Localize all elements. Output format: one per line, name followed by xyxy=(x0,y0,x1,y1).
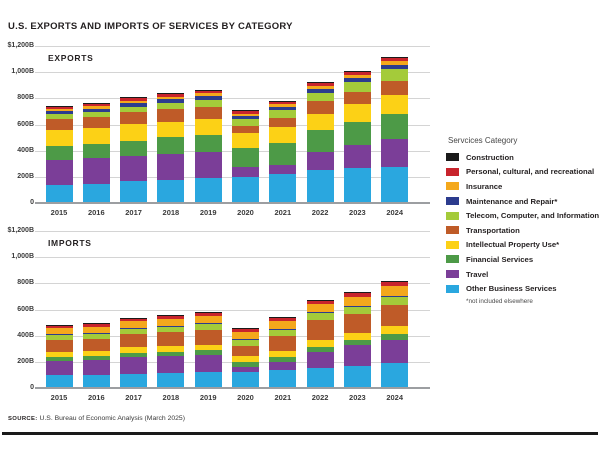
bar-segment xyxy=(120,97,147,100)
bar-segment xyxy=(344,345,371,366)
bar-segment xyxy=(307,93,334,102)
source-note xyxy=(8,415,185,422)
bar-segment xyxy=(307,114,334,131)
bar-segment xyxy=(232,119,259,126)
bar-segment xyxy=(157,316,184,319)
bar-segment xyxy=(307,300,334,304)
bar-segment xyxy=(83,333,110,334)
bar-segment xyxy=(120,124,147,141)
bar-segment xyxy=(120,156,147,182)
bar-segment xyxy=(195,312,222,315)
bar-segment xyxy=(344,92,371,104)
x-axis-year-label: 2017 xyxy=(125,393,142,402)
bar-segment xyxy=(46,357,73,361)
bar-segment xyxy=(269,351,296,357)
x-axis-year-label: 2015 xyxy=(50,208,68,217)
bar-segment xyxy=(344,340,371,346)
gridline xyxy=(35,231,430,232)
bar-segment xyxy=(269,357,296,362)
legend-item xyxy=(446,179,600,194)
x-axis-year-label: 2015 xyxy=(50,393,68,402)
y-axis-tick-label: 0 xyxy=(30,384,34,391)
bar-segment xyxy=(120,334,147,347)
bar-segment xyxy=(46,185,73,203)
bar-segment xyxy=(120,103,147,107)
bar-segment xyxy=(195,100,222,107)
y-axis-tick-label: 200B xyxy=(17,172,34,180)
gridline xyxy=(35,257,430,258)
bar-segment xyxy=(307,340,334,347)
bar-segment xyxy=(269,370,296,388)
bar-segment xyxy=(195,330,222,345)
legend-items xyxy=(446,150,600,296)
bar-segment xyxy=(195,96,222,100)
y-axis-tick-label: 600B xyxy=(17,120,34,128)
bar-segment xyxy=(157,346,184,351)
legend-item xyxy=(446,252,600,267)
bar-segment xyxy=(232,110,259,113)
bar-segment xyxy=(120,321,147,328)
bar-segment xyxy=(232,177,259,203)
bar-segment xyxy=(307,368,334,388)
x-axis-year-label: 2018 xyxy=(162,208,180,217)
bar-segment xyxy=(120,107,147,112)
bar-segment xyxy=(120,101,147,103)
y-axis-tick-label: 800B xyxy=(17,279,34,287)
bar-segment xyxy=(157,122,184,138)
bar-segment xyxy=(195,93,222,96)
y-axis-tick-label: 1,000B xyxy=(11,68,34,76)
bar-segment xyxy=(157,326,184,327)
bar-segment xyxy=(120,347,147,352)
x-axis-year-label: 2023 xyxy=(349,393,366,402)
bar-segment xyxy=(307,130,334,152)
bar-segment xyxy=(83,103,110,106)
bar-segment xyxy=(232,332,259,340)
y-axis-tick-label: 400B xyxy=(17,146,34,154)
y-axis-tick-label: $1,200B xyxy=(7,42,34,49)
legend-label: Personal, cultural, and recreational xyxy=(466,167,595,177)
legend-item xyxy=(446,165,600,180)
bar-segment xyxy=(344,145,371,169)
bar-segment xyxy=(232,356,259,362)
legend-item xyxy=(446,267,600,282)
bar-segment xyxy=(344,297,371,306)
bar-segment xyxy=(232,133,259,148)
bar-segment xyxy=(195,152,222,178)
bar-segment xyxy=(195,107,222,120)
bar-segment xyxy=(46,160,73,185)
bar-segment xyxy=(120,181,147,203)
bar-segment xyxy=(344,333,371,340)
legend-swatch-icon xyxy=(446,182,459,190)
bar-segment xyxy=(46,130,73,146)
imports-chart xyxy=(7,227,430,402)
bar-segment xyxy=(307,304,334,313)
bar-segment xyxy=(344,75,371,78)
bar-segment xyxy=(232,339,259,340)
bar-segment xyxy=(344,72,371,76)
bar-segment xyxy=(120,112,147,124)
bar-segment xyxy=(232,340,259,346)
bar-segment xyxy=(344,78,371,82)
bar-segment xyxy=(269,174,296,203)
bar-segment xyxy=(83,109,110,112)
bar-segment xyxy=(232,126,259,133)
y-axis-tick-label: 400B xyxy=(17,331,34,339)
bar-segment xyxy=(381,58,408,62)
bar-segment xyxy=(195,372,222,388)
x-axis-year-label: 2016 xyxy=(87,208,105,217)
bar-segment xyxy=(157,103,184,109)
bar-segment xyxy=(157,94,184,97)
x-axis-year-label: 2020 xyxy=(237,208,254,217)
bar-segment xyxy=(307,170,334,203)
bar-segment xyxy=(195,135,222,153)
bar-segment xyxy=(83,327,110,333)
bar-segment xyxy=(46,325,73,328)
bar-segment xyxy=(269,110,296,118)
legend-label: Construction xyxy=(466,152,514,162)
bar-segment xyxy=(83,334,110,339)
legend-label: Financial Services xyxy=(466,254,534,264)
bar-segment xyxy=(307,83,334,87)
legend-swatch-icon xyxy=(446,285,459,293)
bar-segment xyxy=(46,146,73,159)
bar-segment xyxy=(232,362,259,367)
bar-segment xyxy=(344,306,371,307)
legend-item xyxy=(446,150,600,165)
x-axis-year-label: 2022 xyxy=(311,393,329,402)
bar-segment xyxy=(195,119,222,134)
bar-segment xyxy=(157,180,184,203)
legend-swatch-icon xyxy=(446,168,459,176)
bar-segment xyxy=(46,352,73,357)
bar-segment xyxy=(83,184,110,203)
bar-segment xyxy=(157,99,184,103)
bar-segment xyxy=(46,111,73,114)
bar-segment xyxy=(232,372,259,388)
bar-segment xyxy=(157,97,184,99)
bar-segment xyxy=(381,363,408,388)
bar-segment xyxy=(307,101,334,113)
bar-segment xyxy=(381,167,408,203)
bar-segment xyxy=(307,352,334,367)
bar-segment xyxy=(381,139,408,167)
bar-segment xyxy=(269,321,296,329)
bar-segment xyxy=(232,329,259,332)
bar-segment xyxy=(83,128,110,144)
x-axis-year-label: 2021 xyxy=(274,393,292,402)
x-axis-year-label: 2023 xyxy=(349,208,366,217)
legend-swatch-icon xyxy=(446,255,459,263)
bar-segment xyxy=(381,81,408,95)
bar-segment xyxy=(232,148,259,167)
bottom-rule xyxy=(2,432,598,435)
bar-segment xyxy=(120,328,147,329)
x-axis-year-label: 2020 xyxy=(237,393,254,402)
bar-segment xyxy=(381,326,408,333)
bar-segment xyxy=(269,143,296,165)
bar-segment xyxy=(157,327,184,332)
legend-swatch-icon xyxy=(446,270,459,278)
bar-segment xyxy=(381,69,408,81)
bar-segment xyxy=(269,101,296,104)
bar-segment xyxy=(83,158,110,184)
bar-segment xyxy=(381,57,408,58)
x-axis-year-label: 2019 xyxy=(199,208,217,217)
bar-segment xyxy=(83,112,110,117)
bar-segment xyxy=(307,312,334,313)
bar-segment xyxy=(120,353,147,357)
legend-item xyxy=(446,281,600,296)
bar-segment xyxy=(307,152,334,170)
bar-segment xyxy=(157,356,184,373)
y-axis-tick-label: 1,000B xyxy=(11,253,34,261)
bar-segment xyxy=(83,106,110,108)
source-label: SOURCE: xyxy=(8,416,38,422)
bar-segment xyxy=(344,82,371,92)
bar-segment xyxy=(269,127,296,143)
bar-segment xyxy=(46,114,73,119)
bar-segment xyxy=(232,116,259,118)
bar-segment xyxy=(83,351,110,356)
y-axis-tick-label: 600B xyxy=(17,305,34,313)
bar-segment xyxy=(381,297,408,305)
legend xyxy=(446,136,600,305)
exports-chart-title: EXPORTS xyxy=(48,53,94,63)
legend-label: Other Business Services xyxy=(466,284,557,294)
bar-segment xyxy=(46,361,73,375)
bar-segment xyxy=(269,329,296,330)
imports-chart-title: IMPORTS xyxy=(48,238,92,248)
x-axis-line xyxy=(35,387,430,389)
bar-segment xyxy=(307,313,334,320)
gridline xyxy=(35,283,430,284)
x-axis-line xyxy=(35,202,430,204)
x-axis-year-label: 2024 xyxy=(386,208,404,217)
bar-segment xyxy=(157,352,184,356)
bar-segment xyxy=(344,314,371,332)
bar-segment xyxy=(232,346,259,356)
bar-segment xyxy=(269,336,296,350)
bar-segment xyxy=(83,360,110,375)
bar-segment xyxy=(157,319,184,326)
bar-segment xyxy=(307,320,334,340)
bar-segment xyxy=(46,334,73,335)
bar-segment xyxy=(381,61,408,64)
bar-segment xyxy=(195,350,222,354)
bar-segment xyxy=(381,95,408,115)
x-axis-year-label: 2021 xyxy=(274,208,292,217)
legend-label: Transportation xyxy=(466,225,520,235)
x-axis-year-label: 2022 xyxy=(311,208,329,217)
bar-segment xyxy=(381,286,408,296)
bar-segment xyxy=(381,334,408,340)
bar-segment xyxy=(83,117,110,128)
bar-segment xyxy=(157,154,184,180)
x-axis-year-label: 2017 xyxy=(125,208,142,217)
legend-label: Insurance xyxy=(466,181,503,191)
bar-segment xyxy=(195,178,222,203)
y-axis-tick-label: $1,200B xyxy=(7,227,34,234)
y-axis-tick-label: 200B xyxy=(17,357,34,365)
bar-segment xyxy=(269,318,296,321)
bar-segment xyxy=(120,374,147,388)
bar-segment xyxy=(83,339,110,351)
y-axis-tick-label: 800B xyxy=(17,94,34,102)
legend-swatch-icon xyxy=(446,212,459,220)
x-axis-year-label: 2024 xyxy=(386,393,404,402)
bar-segment xyxy=(232,167,259,177)
legend-item xyxy=(446,238,600,253)
bar-segment xyxy=(381,340,408,363)
bar-segment xyxy=(344,366,371,388)
bar-segment xyxy=(269,165,296,174)
legend-item xyxy=(446,208,600,223)
bar-segment xyxy=(83,324,110,327)
bar-segment xyxy=(46,328,73,334)
bar-segment xyxy=(120,329,147,334)
bar-segment xyxy=(120,357,147,374)
bar-segment xyxy=(195,323,222,324)
bar-segment xyxy=(344,122,371,145)
legend-title: Servcices Category xyxy=(448,136,518,145)
bar-segment xyxy=(344,307,371,314)
x-axis-year-label: 2019 xyxy=(199,393,217,402)
bar-segment xyxy=(195,355,222,373)
y-axis-tick-label: 0 xyxy=(30,199,34,206)
x-axis-year-label: 2018 xyxy=(162,393,180,402)
legend-label: Intellectual Property Use* xyxy=(466,240,560,250)
bar-segment xyxy=(46,340,73,353)
bar-segment xyxy=(157,332,184,346)
bar-segment xyxy=(120,318,147,321)
bar-segment xyxy=(307,89,334,93)
bar-segment xyxy=(344,104,371,122)
bar-segment xyxy=(232,114,259,117)
legend-label: Travel xyxy=(466,269,489,279)
source-text: U.S. Bureau of Economic Analysis (March 2025) xyxy=(37,415,185,422)
bar-segment xyxy=(269,362,296,369)
x-axis-year-label: 2016 xyxy=(87,393,105,402)
legend-swatch-icon xyxy=(446,241,459,249)
bar-segment xyxy=(120,141,147,156)
bar-segment xyxy=(195,324,222,330)
bar-segment xyxy=(46,109,73,111)
bar-segment xyxy=(269,118,296,126)
legend-swatch-icon xyxy=(446,153,459,161)
bar-segment xyxy=(157,373,184,388)
bar-segment xyxy=(46,106,73,109)
bar-segment xyxy=(344,293,371,297)
bar-segment xyxy=(232,367,259,372)
bar-segment xyxy=(381,281,408,285)
bar-segment xyxy=(344,168,371,203)
bar-segment xyxy=(269,107,296,110)
page-title: U.S. EXPORTS AND IMPORTS OF SERVICES BY CATEGORY xyxy=(8,21,293,32)
bar-segment xyxy=(307,86,334,89)
bar-segment xyxy=(381,296,408,297)
bar-segment xyxy=(83,144,110,158)
bar-segment xyxy=(307,347,334,352)
legend-label: Telecom, Computer, and Information xyxy=(466,211,600,221)
bar-segment xyxy=(157,137,184,153)
legend-label: Maintenance and Repair* xyxy=(466,196,558,206)
legend-item xyxy=(446,194,600,209)
exports-chart xyxy=(7,42,430,217)
bar-segment xyxy=(269,104,296,107)
bar-segment xyxy=(195,90,222,93)
legend-item xyxy=(446,223,600,238)
legend-footnote: *not included elsewhere xyxy=(466,297,533,305)
bar-segment xyxy=(46,119,73,130)
legend-swatch-icon xyxy=(446,197,459,205)
bar-segment xyxy=(381,114,408,139)
bar-segment xyxy=(195,316,222,323)
bar-segment xyxy=(269,330,296,336)
bar-segment xyxy=(157,109,184,121)
bar-segment xyxy=(195,345,222,350)
gridline xyxy=(35,46,430,47)
bar-segment xyxy=(83,356,110,360)
bar-segment xyxy=(381,305,408,326)
bar-segment xyxy=(46,335,73,340)
bar-segment xyxy=(381,65,408,69)
legend-swatch-icon xyxy=(446,226,459,234)
